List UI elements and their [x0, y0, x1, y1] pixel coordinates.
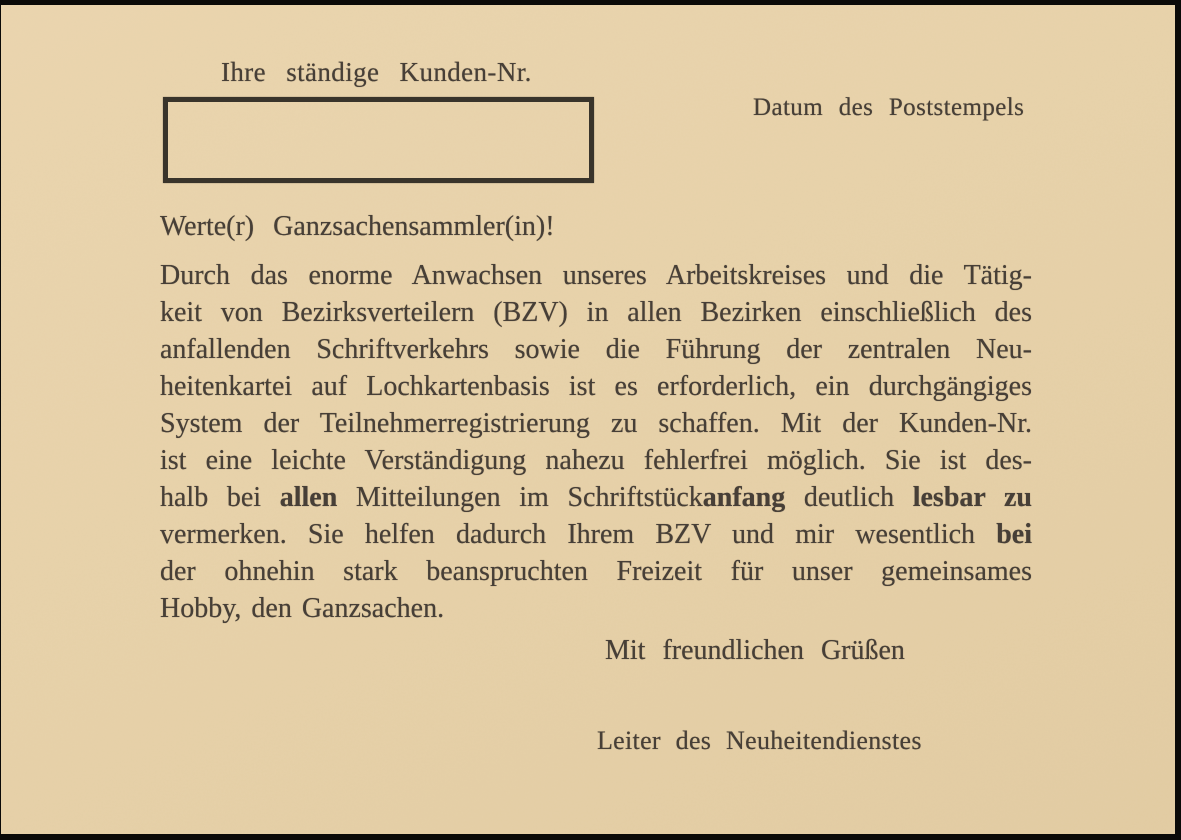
letter-body	[160, 257, 1032, 627]
customer-number-label: Ihre ständige Kunden-Nr.	[221, 57, 532, 87]
letter-body-line: vermerken. Sie helfen dadurch Ihrem BZV und mir wesentlich bei	[160, 519, 1032, 550]
letter-body-line: keit von Bezirksverteilern (BZV) in allen Bezirken einschließlich des	[160, 297, 1032, 328]
signature-title: Leiter des Neuheitendienstes	[597, 726, 922, 755]
letter-body-line: System der Teilnehmerregistrierung zu schaffen. Mit der Kunden-Nr.	[160, 408, 1032, 439]
letter-body-line: halb bei allen Mitteilungen im Schriftstückanfang deutlich lesbar zu	[160, 482, 1032, 513]
letter-body-line: ist eine leichte Verständigung nahezu fehlerfrei möglich. Sie ist des-	[160, 445, 1032, 476]
letter-body-line: Durch das enorme Anwachsen unseres Arbeitskreises und die Tätig-	[160, 260, 1032, 291]
letter-body-line: heitenkartei auf Lochkartenbasis ist es erforderlich, ein durchgängiges	[160, 371, 1032, 402]
closing-greeting: Mit freundlichen Grüßen	[605, 635, 905, 666]
letter-body-line: Hobby, den Ganzsachen.	[160, 593, 445, 624]
salutation: Werte(r) Ganzsachensammler(in)!	[160, 211, 555, 242]
letter-body-line: anfallenden Schriftverkehrs sowie die Führung der zentralen Neu-	[160, 334, 1032, 365]
postmark-date-label: Datum des Poststempels	[753, 94, 1025, 121]
customer-number-box	[163, 97, 594, 183]
letter-body-line: der ohnehin stark beanspruchten Freizeit für unser gemeinsames	[160, 556, 1032, 587]
